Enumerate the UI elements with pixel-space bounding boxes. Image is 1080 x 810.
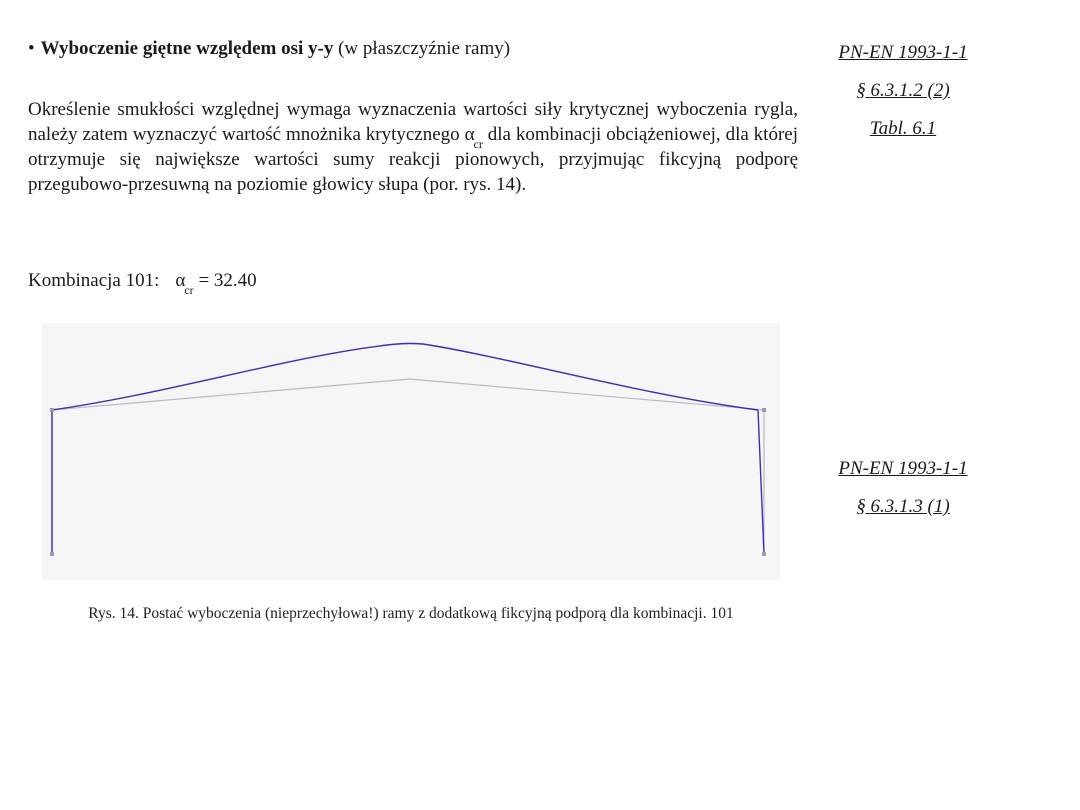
buckling-figure — [42, 323, 780, 580]
paragraph-text-1: Określenie smukłości względnej wymaga wyznaczenia wartości siły krytycznej wyboczenia rygla, należy zatem wyznaczyć wartość mnożnika krytycznego — [28, 99, 798, 145]
support-marker — [762, 408, 766, 412]
alpha-glyph: α — [464, 123, 475, 145]
support-marker — [50, 408, 54, 412]
reference-standard: PN-EN 1993-1-1 — [838, 42, 968, 63]
combination-label: Kombinacja 101: — [28, 270, 160, 291]
reference-clause: § 6.3.1.2 (2) — [856, 80, 950, 101]
buckled-right-column — [758, 410, 764, 554]
alpha-subscript: cr — [184, 283, 194, 297]
heading-bold-text: Wyboczenie giętne względem osi y-y — [40, 38, 334, 59]
bullet: • — [28, 38, 35, 59]
reference-clause: § 6.3.1.3 (1) — [856, 496, 950, 517]
combination-value: = 32.40 — [193, 270, 257, 291]
figure-caption: Rys. 14. Postać wyboczenia (nieprzechyłowa!) ramy z dodatkową fikcyjną podporą dla kombinacji. 101 — [88, 605, 734, 622]
alpha-glyph: α — [175, 270, 186, 291]
combination-line — [28, 270, 257, 297]
section-heading — [28, 38, 510, 60]
reference-standard: PN-EN 1993-1-1 — [838, 458, 968, 479]
heading-rest-text: (w płaszczyźnie ramy) — [333, 38, 511, 59]
support-marker — [762, 552, 766, 556]
undeformed-rafter — [52, 379, 764, 410]
references-bottom — [808, 450, 998, 526]
alpha-cr-symbol — [175, 270, 194, 297]
frame-diagram — [42, 323, 780, 580]
references-top — [808, 34, 998, 148]
body-paragraph — [28, 98, 798, 197]
paragraph-text-2: dla kombinacji obciążeniowej, dla której otrzymuje się największe wartości sumy reakcji pionowych, przyjmując fikcyjną podporę przegubowo-przesuwną na poziomie głowicy słupa (por. rys. 14). — [28, 123, 798, 195]
alpha-subscript: cr — [473, 136, 483, 151]
alpha-cr-symbol — [465, 123, 483, 149]
support-marker — [50, 552, 54, 556]
reference-table: Tabl. 6.1 — [869, 118, 937, 139]
